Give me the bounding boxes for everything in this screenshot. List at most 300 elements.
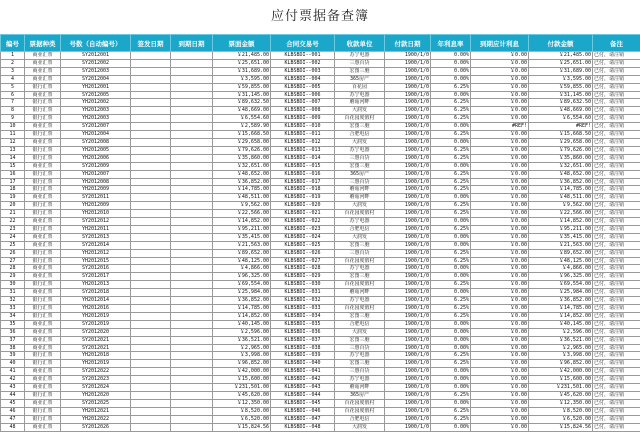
cell-pay-date[interactable]: 1900/1/0 (385, 297, 431, 305)
cell-interest[interactable]: ￥0.00 (471, 384, 529, 392)
cell-bill-type[interactable]: 商业汇票 (25, 241, 61, 249)
cell-id[interactable]: 35 (1, 320, 25, 328)
cell-pay-date[interactable]: 1900/1/0 (385, 225, 431, 233)
cell-face-amount[interactable]: ￥42,000.00 (213, 368, 271, 376)
cell-face-amount[interactable]: ￥48,652.00 (213, 170, 271, 178)
cell-bill-type[interactable]: 银行汇票 (25, 352, 61, 360)
cell-number[interactable]: YH2012007 (61, 170, 131, 178)
cell-id[interactable]: 40 (1, 360, 25, 368)
cell-id[interactable]: 12 (1, 138, 25, 146)
cell-id[interactable]: 2 (1, 59, 25, 67)
cell-face-amount[interactable]: ￥40,145.00 (213, 320, 271, 328)
cell-pay-date[interactable]: 1900/1/0 (385, 368, 431, 376)
cell-issue-date[interactable] (131, 265, 171, 273)
cell-pay-amount[interactable]: ￥2,596.00 (529, 328, 593, 336)
cell-contract[interactable]: KLBSBDI--011 (271, 131, 335, 139)
cell-number[interactable]: YH2012021 (61, 407, 131, 415)
cell-pay-amount[interactable]: ￥15,600.00 (529, 376, 593, 384)
cell-bill-type[interactable]: 商业汇票 (25, 52, 61, 60)
cell-interest[interactable]: ￥0.00 (471, 368, 529, 376)
cell-bill-type[interactable]: 商业汇票 (25, 138, 61, 146)
cell-face-amount[interactable]: ￥32,651.00 (213, 162, 271, 170)
cell-issue-date[interactable] (131, 115, 171, 123)
cell-rate[interactable]: 0.00% (431, 423, 471, 431)
cell-bill-type[interactable]: 商业汇票 (25, 336, 61, 344)
cell-due-date[interactable] (171, 210, 213, 218)
cell-remark[interactable]: 已付，请注销 (593, 352, 640, 360)
cell-due-date[interactable] (171, 225, 213, 233)
cell-payee[interactable]: 苏宁电器 (335, 297, 385, 305)
cell-number[interactable]: SY2012016 (61, 265, 131, 273)
cell-payee[interactable]: 宏图三胞 (335, 162, 385, 170)
cell-pay-amount[interactable]: ￥36,521.00 (529, 336, 593, 344)
cell-payee[interactable]: 大润发 (335, 328, 385, 336)
cell-id[interactable]: 30 (1, 281, 25, 289)
cell-interest[interactable]: ￥0.00 (471, 241, 529, 249)
cell-rate[interactable]: 0.00% (431, 289, 471, 297)
cell-number[interactable]: YH2012013 (61, 281, 131, 289)
cell-contract[interactable]: KLBSBDI--004 (271, 75, 335, 83)
cell-rate[interactable]: 6.25% (431, 186, 471, 194)
cell-face-amount[interactable]: ￥15,824.56 (213, 423, 271, 431)
cell-interest[interactable]: ￥0.00 (471, 328, 529, 336)
cell-issue-date[interactable] (131, 297, 171, 305)
cell-remark[interactable]: 已付，请注销 (593, 225, 640, 233)
cell-due-date[interactable] (171, 67, 213, 75)
cell-payee[interactable]: 苏宁电器 (335, 91, 385, 99)
cell-interest[interactable]: ￥0.00 (471, 210, 529, 218)
cell-rate[interactable]: 6.25% (431, 352, 471, 360)
cell-bill-type[interactable]: 商业汇票 (25, 75, 61, 83)
cell-pay-date[interactable]: 1900/1/0 (385, 131, 431, 139)
cell-issue-date[interactable] (131, 391, 171, 399)
cell-payee[interactable]: 三惠百货 (335, 344, 385, 352)
cell-number[interactable]: YH2012011 (61, 225, 131, 233)
cell-issue-date[interactable] (131, 67, 171, 75)
cell-due-date[interactable] (171, 407, 213, 415)
cell-due-date[interactable] (171, 281, 213, 289)
cell-contract[interactable]: KLBSBDI--042 (271, 376, 335, 384)
cell-interest[interactable]: ￥0.00 (471, 67, 529, 75)
cell-id[interactable]: 29 (1, 273, 25, 281)
cell-id[interactable]: 41 (1, 368, 25, 376)
cell-pay-date[interactable]: 1900/1/0 (385, 320, 431, 328)
cell-due-date[interactable] (171, 384, 213, 392)
cell-pay-amount[interactable]: ￥15,824.56 (529, 423, 593, 431)
cell-bill-type[interactable]: 商业汇票 (25, 67, 61, 75)
cell-id[interactable]: 18 (1, 186, 25, 194)
cell-id[interactable]: 38 (1, 344, 25, 352)
cell-pay-amount[interactable]: ￥9,562.00 (529, 202, 593, 210)
cell-issue-date[interactable] (131, 123, 171, 131)
cell-face-amount[interactable]: ￥48,125.00 (213, 257, 271, 265)
cell-due-date[interactable] (171, 297, 213, 305)
cell-pay-date[interactable]: 1900/1/0 (385, 154, 431, 162)
cell-pay-amount[interactable]: ￥12,350.00 (529, 399, 593, 407)
cell-id[interactable]: 32 (1, 297, 25, 305)
cell-remark[interactable]: 已付，请注销 (593, 249, 640, 257)
cell-issue-date[interactable] (131, 131, 171, 139)
cell-issue-date[interactable] (131, 194, 171, 202)
cell-pay-amount[interactable]: ￥48,125.00 (529, 257, 593, 265)
cell-payee[interactable]: 苏宁电器 (335, 352, 385, 360)
cell-bill-type[interactable]: 银行汇票 (25, 99, 61, 107)
cell-rate[interactable]: 6.25% (431, 297, 471, 305)
cell-remark[interactable]: 已付，请注销 (593, 67, 640, 75)
cell-id[interactable]: 27 (1, 257, 25, 265)
cell-number[interactable]: YH2012005 (61, 146, 131, 154)
cell-contract[interactable]: KLBSBDI--009 (271, 115, 335, 123)
cell-bill-type[interactable]: 银行汇票 (25, 391, 61, 399)
cell-bill-type[interactable]: 银行汇票 (25, 249, 61, 257)
cell-pay-amount[interactable]: ￥48,511.00 (529, 194, 593, 202)
cell-pay-amount[interactable]: ￥40,145.00 (529, 320, 593, 328)
cell-face-amount[interactable]: ￥31,689.00 (213, 67, 271, 75)
cell-id[interactable]: 19 (1, 194, 25, 202)
cell-id[interactable]: 23 (1, 225, 25, 233)
cell-contract[interactable]: KLBSBDI--014 (271, 154, 335, 162)
cell-contract[interactable]: KLBSBDI--038 (271, 344, 335, 352)
cell-pay-amount[interactable]: ￥79,626.00 (529, 146, 593, 154)
cell-remark[interactable]: 已付，请注销 (593, 368, 640, 376)
cell-number[interactable]: SY2012021 (61, 336, 131, 344)
cell-contract[interactable]: KLBSBDI--018 (271, 186, 335, 194)
cell-bill-type[interactable]: 银行汇票 (25, 178, 61, 186)
cell-payee[interactable]: 蘑菇河畔 (335, 186, 385, 194)
cell-rate[interactable]: 6.25% (431, 415, 471, 423)
cell-pay-amount[interactable]: ￥22,566.00 (529, 210, 593, 218)
cell-issue-date[interactable] (131, 138, 171, 146)
cell-id[interactable]: 44 (1, 391, 25, 399)
cell-id[interactable]: 9 (1, 115, 25, 123)
cell-rate[interactable]: 0.00% (431, 138, 471, 146)
cell-bill-type[interactable]: 商业汇票 (25, 194, 61, 202)
cell-bill-type[interactable]: 商业汇票 (25, 59, 61, 67)
cell-payee[interactable]: 365房产 (335, 170, 385, 178)
cell-rate[interactable]: 0.00% (431, 344, 471, 352)
cell-pay-date[interactable]: 1900/1/0 (385, 186, 431, 194)
cell-face-amount[interactable]: ￥3,998.00 (213, 352, 271, 360)
cell-pay-amount[interactable]: ￥48,652.00 (529, 170, 593, 178)
cell-remark[interactable]: 已付，请注销 (593, 194, 640, 202)
cell-pay-amount[interactable]: #REF! (529, 123, 593, 131)
cell-pay-amount[interactable]: ￥36,852.00 (529, 297, 593, 305)
cell-issue-date[interactable] (131, 415, 171, 423)
cell-id[interactable]: 43 (1, 384, 25, 392)
cell-remark[interactable]: 已付，请注销 (593, 178, 640, 186)
cell-payee[interactable]: 宏图三胞 (335, 360, 385, 368)
cell-face-amount[interactable]: ￥22,566.00 (213, 210, 271, 218)
cell-pay-date[interactable]: 1900/1/0 (385, 281, 431, 289)
cell-pay-amount[interactable]: ￥59,855.00 (529, 83, 593, 91)
cell-id[interactable]: 7 (1, 99, 25, 107)
cell-interest[interactable]: ￥0.00 (471, 352, 529, 360)
cell-interest[interactable]: ￥0.00 (471, 75, 529, 83)
cell-interest[interactable]: ￥0.00 (471, 257, 529, 265)
cell-interest[interactable]: ￥0.00 (471, 249, 529, 257)
cell-bill-type[interactable]: 银行汇票 (25, 305, 61, 313)
cell-contract[interactable]: KLBSBDI--039 (271, 352, 335, 360)
cell-number[interactable]: SY2012013 (61, 233, 131, 241)
cell-remark[interactable]: 已付，请注销 (593, 384, 640, 392)
cell-contract[interactable]: KLBSBDI--007 (271, 99, 335, 107)
cell-face-amount[interactable]: ￥21,485.00 (213, 52, 271, 60)
cell-payee[interactable]: 三惠百货 (335, 368, 385, 376)
cell-rate[interactable]: 6.25% (431, 360, 471, 368)
cell-id[interactable]: 20 (1, 202, 25, 210)
cell-due-date[interactable] (171, 233, 213, 241)
cell-remark[interactable]: 已付，请注销 (593, 265, 640, 273)
cell-issue-date[interactable] (131, 225, 171, 233)
cell-bill-type[interactable]: 商业汇票 (25, 368, 61, 376)
cell-id[interactable]: 16 (1, 170, 25, 178)
cell-pay-amount[interactable]: ￥25,984.00 (529, 289, 593, 297)
cell-number[interactable]: SY2012009 (61, 162, 131, 170)
cell-number[interactable]: YH2012022 (61, 415, 131, 423)
cell-payee[interactable]: 百花园度假村 (335, 305, 385, 313)
cell-payee[interactable]: 大润发 (335, 202, 385, 210)
cell-bill-type[interactable]: 银行汇票 (25, 154, 61, 162)
cell-issue-date[interactable] (131, 218, 171, 226)
cell-contract[interactable]: KLBSBDI--015 (271, 162, 335, 170)
cell-pay-amount[interactable]: ￥32,651.00 (529, 162, 593, 170)
cell-bill-type[interactable]: 商业汇票 (25, 233, 61, 241)
cell-rate[interactable]: 0.00% (431, 233, 471, 241)
cell-rate[interactable]: 6.25% (431, 257, 471, 265)
cell-payee[interactable]: 百花园度假村 (335, 399, 385, 407)
cell-issue-date[interactable] (131, 154, 171, 162)
cell-interest[interactable]: ￥0.00 (471, 218, 529, 226)
cell-contract[interactable]: KLBSBDI--041 (271, 368, 335, 376)
cell-payee[interactable]: 苏宁电器 (335, 146, 385, 154)
cell-rate[interactable]: 0.00% (431, 328, 471, 336)
cell-pay-date[interactable]: 1900/1/0 (385, 391, 431, 399)
cell-pay-amount[interactable]: ￥35,415.00 (529, 233, 593, 241)
cell-contract[interactable]: KLBSBDI--022 (271, 218, 335, 226)
cell-contract[interactable]: KLBSBDI--045 (271, 399, 335, 407)
cell-rate[interactable]: 6.25% (431, 391, 471, 399)
cell-due-date[interactable] (171, 91, 213, 99)
cell-interest[interactable]: ￥0.00 (471, 407, 529, 415)
cell-issue-date[interactable] (131, 312, 171, 320)
cell-number[interactable]: SY2012019 (61, 320, 131, 328)
cell-number[interactable]: YH2012019 (61, 360, 131, 368)
cell-number[interactable]: SY2012023 (61, 376, 131, 384)
cell-face-amount[interactable]: ￥79,626.00 (213, 146, 271, 154)
cell-bill-type[interactable]: 商业汇票 (25, 273, 61, 281)
cell-remark[interactable]: 已付，请注销 (593, 360, 640, 368)
cell-face-amount[interactable]: ￥8,520.00 (213, 407, 271, 415)
cell-rate[interactable]: 6.25% (431, 107, 471, 115)
cell-contract[interactable]: KLBSBDI--019 (271, 194, 335, 202)
cell-bill-type[interactable]: 银行汇票 (25, 170, 61, 178)
cell-number[interactable]: YH2012018 (61, 352, 131, 360)
cell-number[interactable]: SY2012008 (61, 138, 131, 146)
cell-issue-date[interactable] (131, 336, 171, 344)
cell-face-amount[interactable]: ￥25,984.00 (213, 289, 271, 297)
cell-interest[interactable]: ￥0.00 (471, 312, 529, 320)
cell-id[interactable]: 45 (1, 399, 25, 407)
cell-due-date[interactable] (171, 391, 213, 399)
cell-number[interactable]: SY2012026 (61, 423, 131, 431)
cell-remark[interactable]: 已付，请注销 (593, 186, 640, 194)
cell-pay-amount[interactable]: ￥3,998.00 (529, 352, 593, 360)
cell-issue-date[interactable] (131, 384, 171, 392)
cell-rate[interactable]: 0.00% (431, 336, 471, 344)
cell-remark[interactable]: 已付，请注销 (593, 320, 640, 328)
cell-bill-type[interactable]: 商业汇票 (25, 376, 61, 384)
cell-interest[interactable]: ￥0.00 (471, 186, 529, 194)
cell-interest[interactable]: ￥0.00 (471, 202, 529, 210)
cell-number[interactable]: YH2012014 (61, 297, 131, 305)
cell-pay-date[interactable]: 1900/1/0 (385, 218, 431, 226)
cell-pay-amount[interactable]: ￥15,668.50 (529, 131, 593, 139)
cell-due-date[interactable] (171, 115, 213, 123)
cell-contract[interactable]: KLBSBDI--024 (271, 233, 335, 241)
cell-payee[interactable]: 三惠百货 (335, 249, 385, 257)
cell-bill-type[interactable]: 银行汇票 (25, 131, 61, 139)
cell-interest[interactable]: ￥0.00 (471, 107, 529, 115)
cell-pay-date[interactable]: 1900/1/0 (385, 328, 431, 336)
cell-id[interactable]: 11 (1, 131, 25, 139)
cell-issue-date[interactable] (131, 423, 171, 431)
cell-rate[interactable]: 6.25% (431, 178, 471, 186)
cell-remark[interactable]: 已付，请注销 (593, 99, 640, 107)
cell-bill-type[interactable]: 商业汇票 (25, 399, 61, 407)
cell-contract[interactable]: KLBSBDI--021 (271, 210, 335, 218)
cell-interest[interactable]: ￥0.00 (471, 154, 529, 162)
cell-due-date[interactable] (171, 376, 213, 384)
cell-id[interactable]: 26 (1, 249, 25, 257)
cell-payee[interactable]: 百花园度假村 (335, 210, 385, 218)
cell-pay-amount[interactable]: ￥2,965.00 (529, 344, 593, 352)
cell-due-date[interactable] (171, 138, 213, 146)
cell-payee[interactable]: 合肥电信 (335, 225, 385, 233)
cell-due-date[interactable] (171, 289, 213, 297)
cell-face-amount[interactable]: ￥89,652.00 (213, 249, 271, 257)
cell-due-date[interactable] (171, 146, 213, 154)
cell-pay-amount[interactable]: ￥89,632.50 (529, 99, 593, 107)
cell-face-amount[interactable]: ￥95,211.00 (213, 225, 271, 233)
cell-face-amount[interactable]: ￥231,501.00 (213, 384, 271, 392)
cell-pay-amount[interactable]: ￥36,852.00 (529, 178, 593, 186)
cell-rate[interactable]: 6.25% (431, 225, 471, 233)
cell-id[interactable]: 24 (1, 233, 25, 241)
cell-due-date[interactable] (171, 320, 213, 328)
cell-bill-type[interactable]: 银行汇票 (25, 115, 61, 123)
cell-contract[interactable]: KLBSBDI--029 (271, 273, 335, 281)
cell-bill-type[interactable]: 商业汇票 (25, 218, 61, 226)
cell-due-date[interactable] (171, 328, 213, 336)
cell-issue-date[interactable] (131, 241, 171, 249)
cell-contract[interactable]: KLBSBDI--005 (271, 83, 335, 91)
cell-rate[interactable]: 0.00% (431, 91, 471, 99)
cell-remark[interactable]: 已付，请注销 (593, 289, 640, 297)
cell-issue-date[interactable] (131, 281, 171, 289)
cell-issue-date[interactable] (131, 249, 171, 257)
cell-id[interactable]: 34 (1, 312, 25, 320)
cell-number[interactable]: SY2012002 (61, 59, 131, 67)
cell-bill-type[interactable]: 银行汇票 (25, 407, 61, 415)
cell-remark[interactable]: 已付，请注销 (593, 344, 640, 352)
cell-face-amount[interactable]: ￥2,596.00 (213, 328, 271, 336)
cell-payee[interactable]: 合肥电信 (335, 320, 385, 328)
cell-remark[interactable]: 已付，请注销 (593, 170, 640, 178)
cell-id[interactable]: 5 (1, 83, 25, 91)
cell-face-amount[interactable]: ￥12,350.00 (213, 399, 271, 407)
cell-payee[interactable]: 百花园度假村 (335, 407, 385, 415)
cell-due-date[interactable] (171, 273, 213, 281)
cell-number[interactable]: SY2012017 (61, 273, 131, 281)
cell-issue-date[interactable] (131, 376, 171, 384)
cell-issue-date[interactable] (131, 170, 171, 178)
cell-contract[interactable]: KLBSBDI--040 (271, 360, 335, 368)
cell-face-amount[interactable]: ￥31,145.00 (213, 91, 271, 99)
cell-issue-date[interactable] (131, 352, 171, 360)
cell-id[interactable]: 22 (1, 218, 25, 226)
cell-pay-amount[interactable]: ￥42,000.00 (529, 368, 593, 376)
cell-number[interactable]: YH2012012 (61, 249, 131, 257)
cell-id[interactable]: 25 (1, 241, 25, 249)
cell-remark[interactable]: 已付，请注销 (593, 218, 640, 226)
cell-pay-date[interactable]: 1900/1/0 (385, 415, 431, 423)
cell-pay-date[interactable]: 1900/1/0 (385, 257, 431, 265)
cell-due-date[interactable] (171, 305, 213, 313)
cell-pay-date[interactable]: 1900/1/0 (385, 146, 431, 154)
cell-issue-date[interactable] (131, 289, 171, 297)
cell-pay-amount[interactable]: ￥45,620.00 (529, 391, 593, 399)
cell-contract[interactable]: KLBSBDI--033 (271, 305, 335, 313)
cell-issue-date[interactable] (131, 257, 171, 265)
cell-pay-amount[interactable]: ￥3,595.00 (529, 75, 593, 83)
cell-number[interactable]: SY2012020 (61, 328, 131, 336)
cell-bill-type[interactable]: 商业汇票 (25, 289, 61, 297)
cell-id[interactable]: 42 (1, 376, 25, 384)
cell-issue-date[interactable] (131, 107, 171, 115)
cell-pay-amount[interactable]: ￥96,325.00 (529, 273, 593, 281)
cell-issue-date[interactable] (131, 407, 171, 415)
cell-interest[interactable]: ￥0.00 (471, 52, 529, 60)
cell-face-amount[interactable]: ￥96,325.00 (213, 273, 271, 281)
cell-interest[interactable]: ￥0.00 (471, 289, 529, 297)
cell-number[interactable]: SY2012004 (61, 75, 131, 83)
cell-interest[interactable]: ￥0.00 (471, 399, 529, 407)
cell-issue-date[interactable] (131, 146, 171, 154)
cell-contract[interactable]: KLBSBDI--003 (271, 67, 335, 75)
cell-face-amount[interactable]: ￥14,785.00 (213, 305, 271, 313)
cell-id[interactable]: 15 (1, 162, 25, 170)
cell-number[interactable]: SY2012011 (61, 194, 131, 202)
cell-bill-type[interactable]: 银行汇票 (25, 225, 61, 233)
cell-number[interactable]: YH2012008 (61, 178, 131, 186)
cell-due-date[interactable] (171, 423, 213, 431)
cell-due-date[interactable] (171, 123, 213, 131)
cell-contract[interactable]: KLBSBDI--037 (271, 336, 335, 344)
cell-payee[interactable]: 365房产 (335, 391, 385, 399)
cell-remark[interactable]: 已付，请注销 (593, 328, 640, 336)
cell-due-date[interactable] (171, 415, 213, 423)
cell-remark[interactable]: 已付，请注销 (593, 336, 640, 344)
cell-issue-date[interactable] (131, 99, 171, 107)
cell-face-amount[interactable]: ￥36,852.00 (213, 178, 271, 186)
cell-due-date[interactable] (171, 99, 213, 107)
cell-issue-date[interactable] (131, 210, 171, 218)
cell-pay-date[interactable]: 1900/1/0 (385, 312, 431, 320)
cell-rate[interactable]: 6.25% (431, 131, 471, 139)
cell-rate[interactable]: 0.00% (431, 368, 471, 376)
cell-interest[interactable]: ￥0.00 (471, 273, 529, 281)
cell-pay-amount[interactable]: ￥29,658.00 (529, 138, 593, 146)
